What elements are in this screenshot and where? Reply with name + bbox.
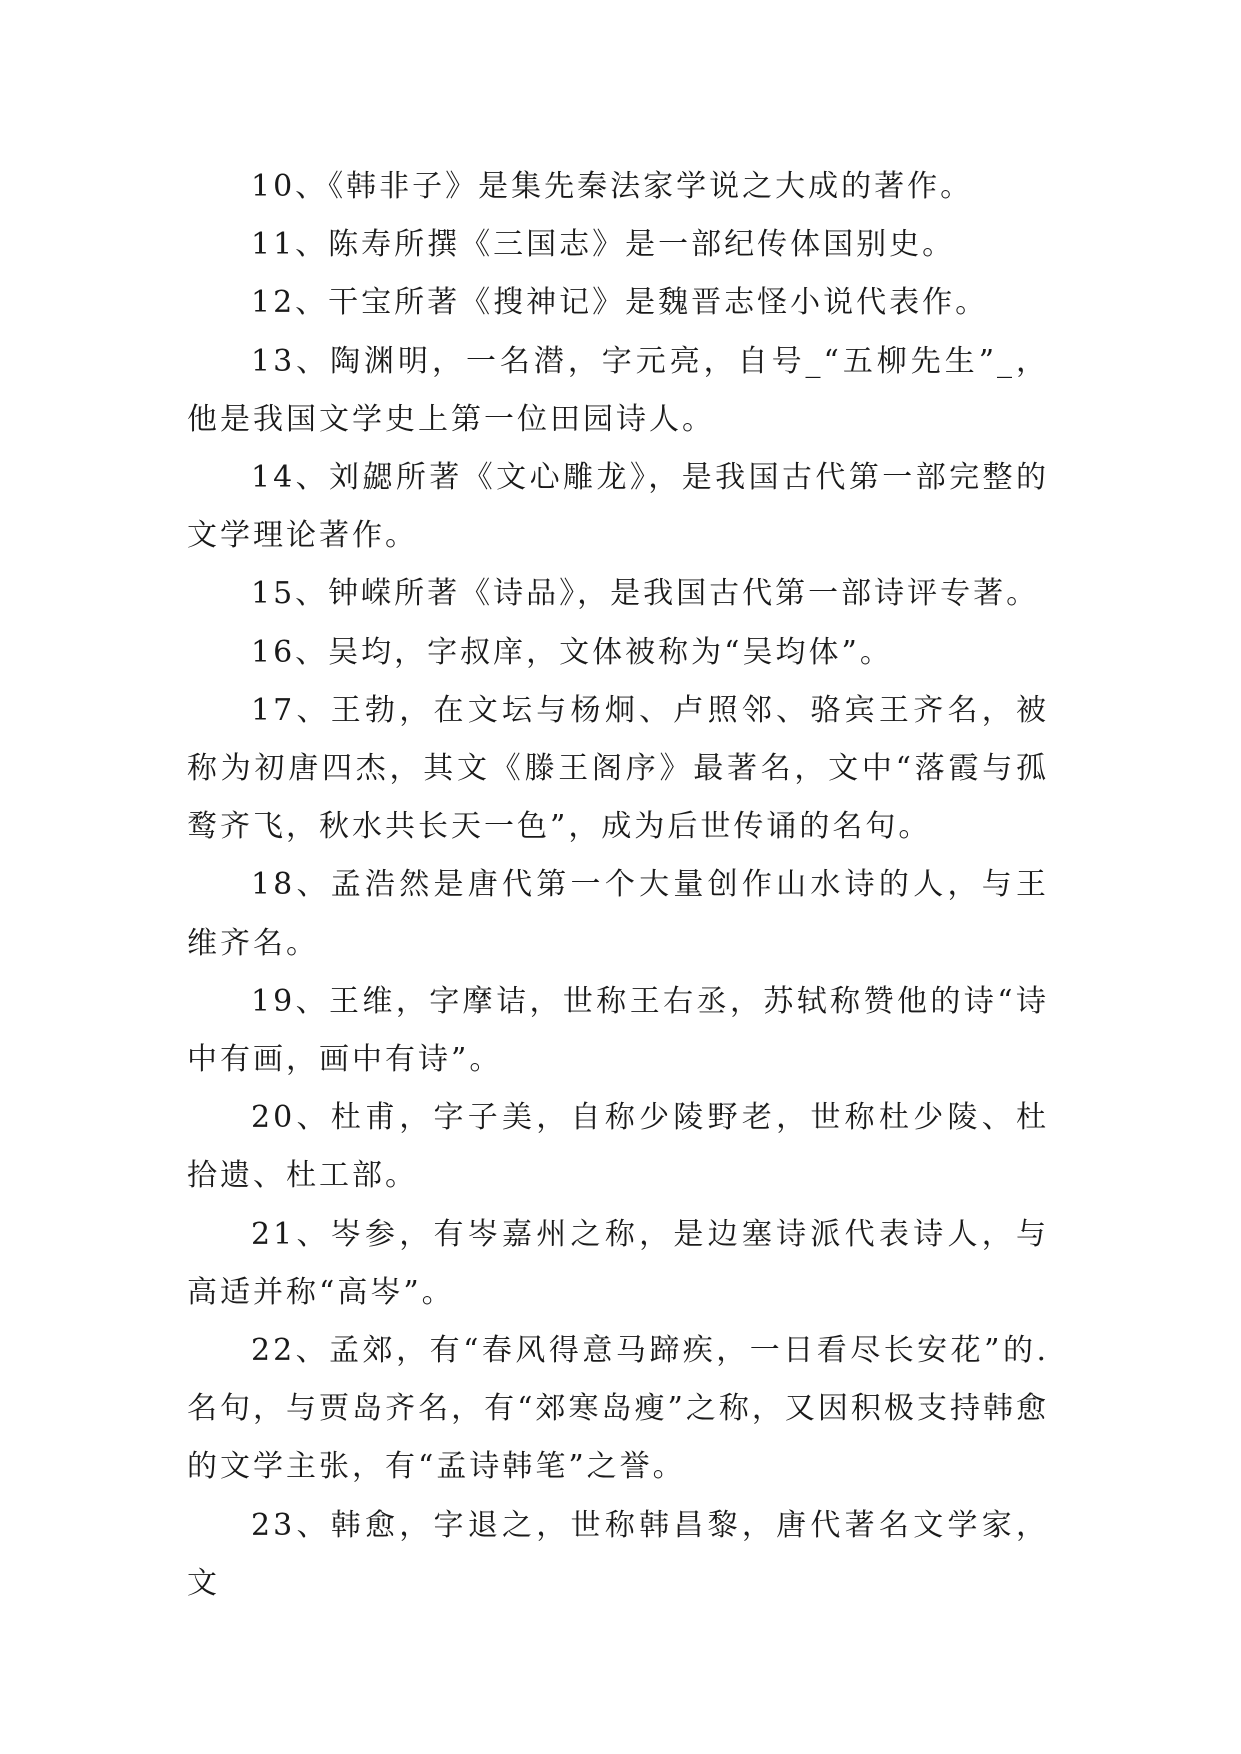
paragraph-20: 20、杜甫，字子美，自称少陵野老，世称杜少陵、杜拾遗、杜工部。: [187, 1100, 1049, 1194]
paragraph-11: 11、陈寿所撰《三国志》是一部纪传体国别史。: [251, 227, 956, 263]
document-body: [187, 158, 1049, 1613]
paragraph-16: 16、吴均，字叔庠，文体被称为“吴均体”。: [251, 634, 893, 670]
paragraph-13: 13、陶渊明，一名潜，字元亮，自号_“五柳先生”_，他是我国文学史上第一位田园诗人。: [187, 343, 1049, 437]
paragraph-10: 10、《韩非子》是集先秦法家学说之大成的著作。: [251, 169, 974, 204]
paragraph-17: 17、王勃，在文坛与杨炯、卢照邻、骆宾王齐名，被称为初唐四杰，其文《滕王阁序》最著名，文中“落霞与孤鹜齐飞，秋水共长天一色”，成为后世传诵的名句。: [187, 692, 1049, 845]
paragraph-21: 21、岑参，有岑嘉州之称，是边塞诗派代表诗人，与高适并称“高岑”。: [187, 1216, 1049, 1310]
paragraph-18: 18、孟浩然是唐代第一个大量创作山水诗的人，与王维齐名。: [187, 867, 1049, 961]
paragraph-14: 14、刘勰所著《文心雕龙》，是我国古代第一部完整的文学理论著作。: [187, 460, 1049, 554]
paragraph-12: 12、干宝所著《搜神记》是魏晋志怪小说代表作。: [251, 285, 989, 321]
paragraph-23: 23、韩愈，字退之，世称韩昌黎，唐代著名文学家，文: [187, 1507, 1049, 1601]
paragraph-19: 19、王维，字摩诘，世称王右丞，苏轼称赞他的诗“诗中有画，画中有诗”。: [187, 983, 1049, 1078]
paragraph-22: 22、孟郊，有“春风得意马蹄疾，一日看尽长安花”的.名句，与贾岛齐名，有“郊寒岛瘦”之称，又因积极支持韩愈的文学主张，有“孟诗韩笔”之誉。: [187, 1333, 1049, 1485]
paragraph-15: 15、钟嵘所著《诗品》，是我国古代第一部诗评专著。: [251, 576, 1040, 612]
